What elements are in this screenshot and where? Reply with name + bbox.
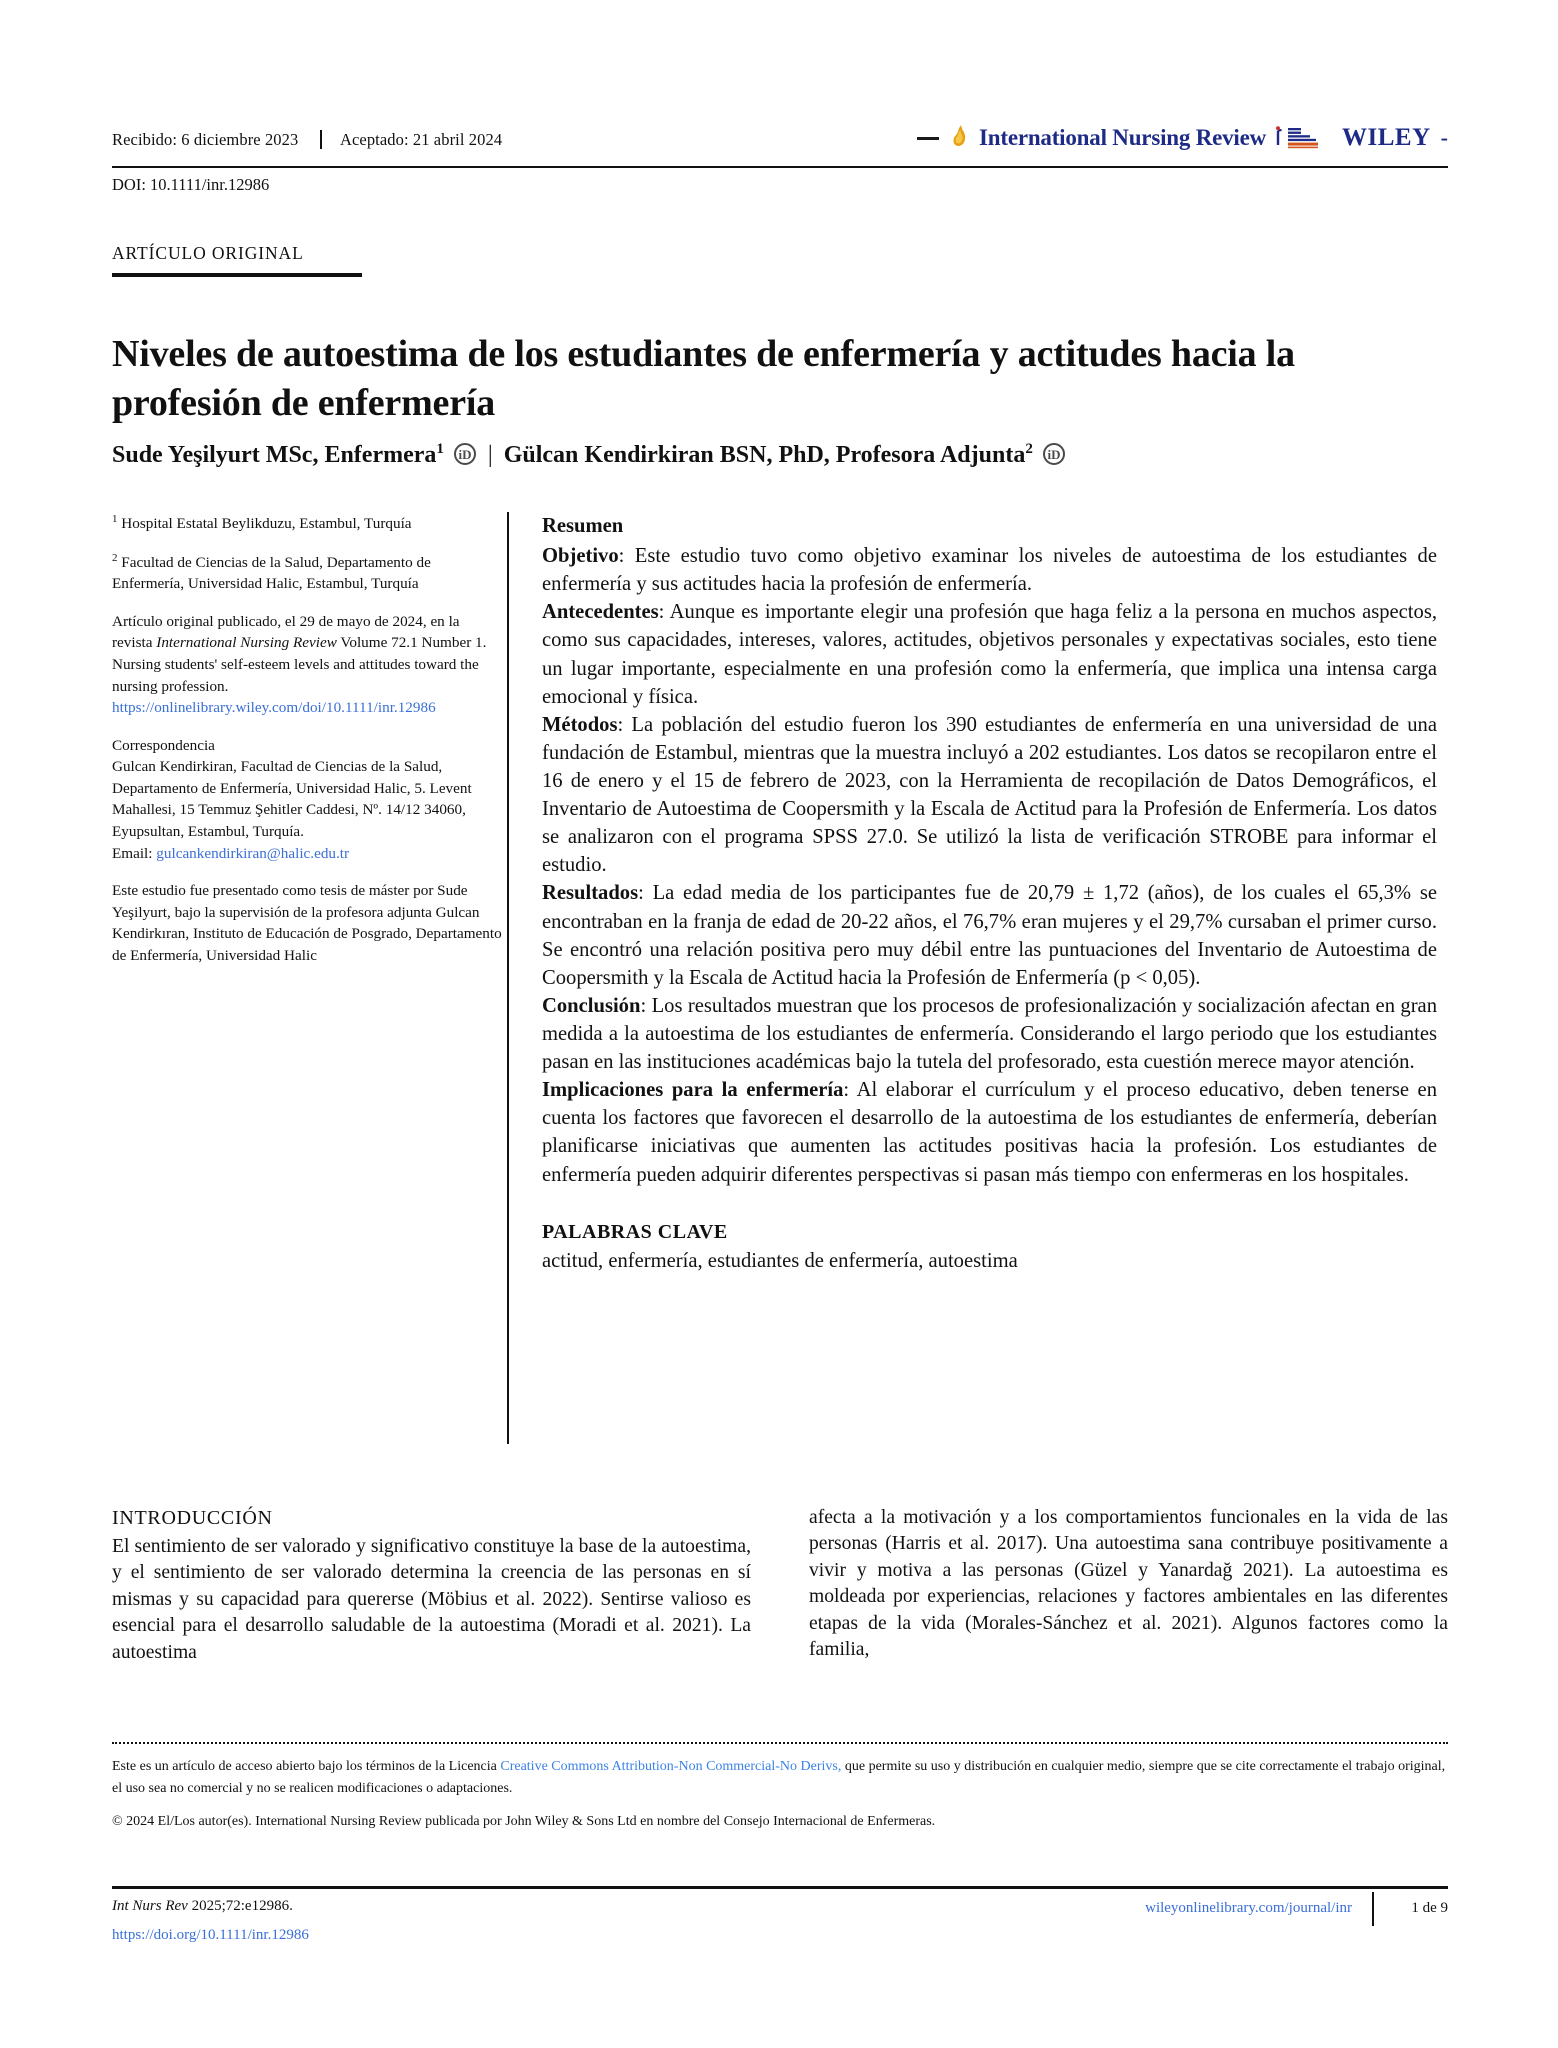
affiliation-1-marker: 1 <box>112 513 118 525</box>
abstract-heading: Resumen <box>542 515 624 537</box>
footer-citation-journal: Int Nurs Rev <box>112 1898 188 1914</box>
author-1 <box>112 442 444 468</box>
thesis-note: Este estudio fue presentado como tesis de máster por Sude Yeşilyurt, bajo la supervisión de la profesora adjunta Gulcan Kendirkıran, Instituto de Educación de Posgrado, Departamento de Enfermería, Universidad Halic <box>112 882 502 964</box>
author-1-name: Sude Yeşilyurt MSc, Enfermera <box>112 442 437 468</box>
article-history-header <box>112 124 1448 166</box>
section-heading-introduccion: INTRODUCCIÓN <box>112 1507 273 1529</box>
footer-citation-rest: 2025;72:e12986. <box>187 1898 293 1914</box>
page-number: 1 de 9 <box>1411 1900 1448 1916</box>
svg-text:iD: iD <box>1047 447 1061 462</box>
abstract-label-metodos: Métodos <box>542 713 618 736</box>
license-link[interactable]: Creative Commons Attribution-Non Commercial-No Derivs, <box>500 1759 842 1774</box>
affiliation-2 <box>112 551 502 595</box>
footer-citation <box>112 1898 293 1915</box>
abstract-section-objetivo <box>542 542 1437 598</box>
article-type-label: ARTÍCULO ORIGINAL <box>112 243 304 263</box>
author-list <box>112 440 1412 474</box>
abstract-section-resultados <box>542 879 1437 991</box>
correspondence-email-link[interactable]: gulcankendirkiran@halic.edu.tr <box>156 844 350 862</box>
author-2-name: Gülcan Kendirkiran BSN, PhD, Profesora Adjunta <box>503 442 1026 468</box>
journal-title-logo: International Nursing Review <box>979 125 1267 150</box>
license-suffix: que permite su uso y distribución en cualquier medio, siempre que se cite correctamente el trabajo original, el uso sea no comercial y no se realicen modificaciones o adaptaciones. <box>112 1759 1446 1797</box>
abstract-text-implicaciones: : Al elaborar el currículum y el proceso educativo, deben tenerse en cuenta los factores que favorecen el desarrollo de la autoestima de los estudiantes de enfermería, deberían planificarse iniciativas que aumenten las actitudes positivas hacia la profesión. Los estudiantes de enfermería pueden adquirir diferentes perspectivas si pasan más tiempo con enfermeras en los hospitales. <box>542 1079 1437 1186</box>
intro-paragraph-right: afecta a la motivación y a los comportamientos funcionales en la vida de las personas (Harris et al. 2017). Una autoestima sana contribuye positivamente a vivir y motiva a las personas (Güzel y Yanardağ 2021). La autoestima es moldeada por experiencias, relaciones y factores ambientales en las diferentes etapas de la vida (Morales-Sánchez et al. 2021). Algunos factores como la familia, <box>809 1507 1448 1661</box>
abstract-panel <box>542 512 1437 1275</box>
abstract-text-resultados: : La edad media de los participantes fue de 20,79 ± 1,72 (años), de los cuales el 65,3% se encontraban en la franja de edad de 20-22 años, el 76,7% eran mujeres y el 29,7% cursaban el primer curso. Se encontró una relación positiva pero muy débil entre las puntuaciones del Inventario de Autoestima de Coopersmith y la Escala de Actitud hacia la Profesión de Enfermería (p < 0,05). <box>542 882 1437 989</box>
footer-rule <box>112 1886 1448 1889</box>
keywords-list: actitud, enfermería, estudiantes de enfermería, autoestima <box>542 1249 1018 1272</box>
page-footer <box>112 1898 1448 1978</box>
note-suffix: Volume 72.1 Number 1. Nursing students' self-esteem levels and attitudes toward the nursing profession. <box>112 634 487 695</box>
correspondence-block <box>112 735 502 864</box>
journal-brand <box>917 124 1448 152</box>
footer-journal-link[interactable]: wileyonlinelibrary.com/journal/inr <box>1145 1900 1352 1916</box>
received-date: Recibido: 6 diciembre 2023 <box>112 130 299 149</box>
article-type-rule <box>112 273 362 277</box>
license-prefix: Este es un artículo de acceso abierto bajo los términos de la Licencia <box>112 1759 501 1774</box>
doi-text: DOI: 10.1111/inr.12986 <box>112 175 270 194</box>
copyright-statement: © 2024 El/Los autor(es). International Nursing Review publicada por John Wiley & Sons Ltd en nombre del Consejo Internacional de Enfermeras. <box>112 1814 936 1830</box>
flame-icon <box>950 124 970 152</box>
author-1-affiliation-marker: 1 <box>436 441 444 457</box>
body-columns <box>112 1505 1448 1666</box>
affiliation-1-text: Hospital Estatal Beylikduzu, Estambul, Turquía <box>121 515 412 533</box>
body-column-left <box>112 1505 751 1666</box>
license-block <box>112 1756 1448 1833</box>
abstract-label-resultados: Resultados <box>542 882 639 905</box>
abstract-section-implicaciones <box>542 1076 1437 1188</box>
intro-paragraph-left: El sentimiento de ser valorado y significativo constituye la base de la autoestima, y el sentimiento de ser valorado determina la creencia de las personas en sí mismas y su capacidad para quererse (Möbius et al. 2022). Sentirse valioso es esencial para el desarrollo saludable de la autoestima (Moradi et al. 2021). La autoestima <box>112 1536 751 1663</box>
history-divider <box>320 130 322 149</box>
affiliations-panel <box>112 512 502 983</box>
footer-doi-link[interactable]: https://doi.org/10.1111/inr.12986 <box>112 1927 309 1943</box>
original-article-link[interactable]: https://onlinelibrary.wiley.com/doi/10.1111/inr.12986 <box>112 699 436 717</box>
footer-divider <box>1372 1892 1374 1926</box>
license-statement <box>112 1756 1448 1800</box>
correspondence-address: Gulcan Kendirkiran, Facultad de Ciencias de la Salud, Departamento de Enfermería, Universidad Halic, 5. Levent Mahallesi, 15 Temmuz Şehitler Caddesi, Nº. 14/12 34060, Eyupsultan, Estambul, Turquía. <box>112 758 472 841</box>
icn-logo-icon <box>1275 125 1333 151</box>
abstract-text-objetivo: : Este estudio tuvo como objetivo examinar los niveles de autoestima de los estudiantes de enfermería y sus actitudes hacia la profesión de enfermería. <box>542 545 1437 596</box>
publisher-logo: WILEY <box>1342 124 1431 151</box>
correspondence-heading: Correspondencia <box>112 736 215 754</box>
abstract-text-conclusion: : Los resultados muestran que los procesos de profesionalización y socialización afectan en gran medida a la autoestima de los estudiantes de enfermería. Considerando el largo periodo que los estudiantes pasan en las instituciones académicas bajo la tutela del profesorado, esta cuestión merece mayor atención. <box>542 994 1437 1074</box>
abstract-section-antecedentes <box>542 598 1437 710</box>
license-separator <box>112 1742 1448 1744</box>
header-rule <box>112 166 1448 168</box>
abstract-text-metodos: : La población del estudio fueron los 390 estudiantes de enfermería en una universidad de una fundación de Estambul, mientras que la muestra incluyó a 202 estudiantes. Los datos se recopilaron entre el 16 de enero y el 15 de febrero de 2023, con la Herramienta de recopilación de Datos Demográficos, el Inventario de Autoestima de Coopersmith y la Escala de Actitud para la Profesión de Enfermería. Los datos se analizaron con el programa SPSS 27.0. Se utilizó la lista de verificación STROBE para informar el estudio. <box>542 713 1437 877</box>
brand-trail-dash: - <box>1440 125 1448 150</box>
abstract-label-antecedentes: Antecedentes <box>542 601 659 624</box>
email-label: Email: <box>112 844 157 862</box>
body-column-right <box>809 1505 1448 1666</box>
keywords-heading: PALABRAS CLAVE <box>542 1220 728 1243</box>
author-2-affiliation-marker: 2 <box>1025 441 1033 457</box>
abstract-divider <box>507 512 509 1444</box>
abstract-label-implicaciones: Implicaciones para la enfermería <box>542 1079 844 1102</box>
author-separator: | <box>487 442 493 468</box>
page-content <box>112 0 1448 2048</box>
abstract-label-conclusion: Conclusión <box>542 994 641 1017</box>
abstract-section-metodos <box>542 711 1437 880</box>
abstract-label-objetivo: Objetivo <box>542 545 619 568</box>
page-title: Niveles de autoestima de los estudiantes de enfermería y actitudes hacia la profesión de enfermería <box>112 333 1295 425</box>
affiliation-1 <box>112 512 502 535</box>
brand-dash <box>917 137 939 140</box>
orcid-icon[interactable] <box>454 443 476 474</box>
accepted-date: Aceptado: 21 abril 2024 <box>339 130 503 149</box>
note-prefix: Artículo original publicado, el 29 de mayo de 2024, en la revista <box>112 612 460 652</box>
note-journal-name: International Nursing Review <box>156 634 337 652</box>
article-history <box>112 130 502 150</box>
abstract-text-antecedentes: : Aunque es importante elegir una profesión que haga feliz a la persona en muchos aspectos, como sus capacidades, intereses, valores, actitudes, objetivos personales y expectativas sociales, esto tiene un lugar importante, especialmente en una profesión como la enfermería, que implica una intensa carga emocional y física. <box>542 601 1437 708</box>
affiliation-2-marker: 2 <box>112 551 118 564</box>
svg-text:iD: iD <box>458 447 472 462</box>
orcid-icon[interactable] <box>1043 443 1065 474</box>
original-publication-note <box>112 611 502 719</box>
abstract-section-conclusion <box>542 992 1437 1076</box>
affiliation-2-text: Facultad de Ciencias de la Salud, Departamento de Enfermería, Universidad Halic, Estambul, Turquía <box>112 553 431 593</box>
author-2 <box>504 442 1033 468</box>
